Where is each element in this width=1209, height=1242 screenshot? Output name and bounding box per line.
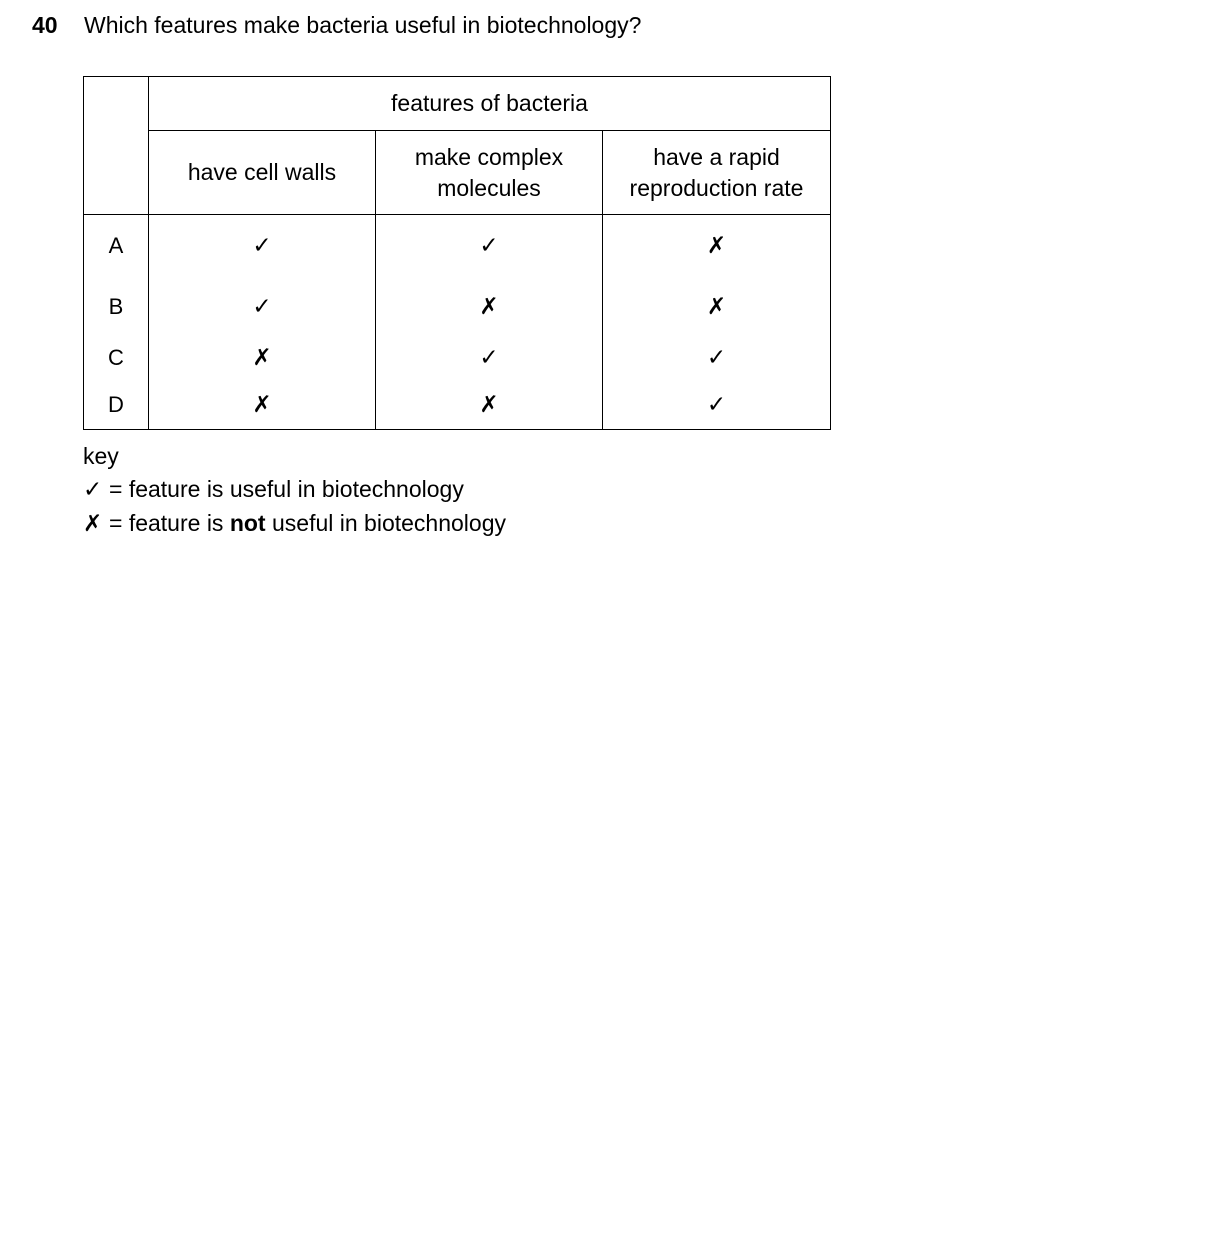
corner-cell bbox=[84, 77, 149, 215]
tick-icon: ✓ bbox=[83, 477, 103, 503]
row-letter: B bbox=[84, 281, 149, 332]
mark-cell: ✓ bbox=[376, 332, 603, 383]
key-cross-line bbox=[83, 507, 506, 541]
mark-cell: ✓ bbox=[376, 215, 603, 282]
column-header-line: have a rapid bbox=[653, 143, 780, 170]
key-title: key bbox=[83, 443, 119, 469]
table-row-b bbox=[84, 281, 831, 332]
key-legend bbox=[83, 440, 506, 541]
column-header-line: make complex bbox=[414, 143, 564, 170]
row-letter: C bbox=[84, 332, 149, 383]
row-letter: A bbox=[84, 215, 149, 282]
mark-cell: ✓ bbox=[149, 215, 376, 282]
key-tick-text: = feature is useful in biotechnology bbox=[109, 476, 464, 502]
mark-cell: ✗ bbox=[149, 383, 376, 430]
column-header-line: reproduction rate bbox=[629, 174, 804, 201]
table-row-d bbox=[84, 383, 831, 430]
column-header-reproduction-rate bbox=[603, 131, 831, 215]
question-text: Which features make bacteria useful in biotechnology? bbox=[84, 12, 642, 38]
key-cross-text-before: = feature is bbox=[109, 510, 224, 536]
mark-cell: ✗ bbox=[603, 215, 831, 282]
mark-cell: ✗ bbox=[149, 332, 376, 383]
key-cross-text-bold: not bbox=[229, 510, 266, 536]
row-letter: D bbox=[84, 383, 149, 430]
group-header: features of bacteria bbox=[149, 77, 831, 131]
mark-cell: ✗ bbox=[376, 383, 603, 430]
column-header-line: have cell walls bbox=[187, 159, 337, 185]
column-header-cell-walls bbox=[149, 131, 376, 215]
mark-cell: ✓ bbox=[603, 383, 831, 430]
question-number: 40 bbox=[32, 12, 58, 38]
table-row-c bbox=[84, 332, 831, 383]
column-header-complex-molecules bbox=[376, 131, 603, 215]
cross-icon: ✗ bbox=[83, 511, 103, 537]
column-header-line: molecules bbox=[437, 174, 541, 201]
key-tick-line bbox=[83, 473, 506, 507]
key-cross-text-after: useful in biotechnology bbox=[271, 510, 506, 536]
mark-cell: ✗ bbox=[603, 281, 831, 332]
table-row-a bbox=[84, 215, 831, 282]
mark-cell: ✓ bbox=[149, 281, 376, 332]
mark-cell: ✗ bbox=[376, 281, 603, 332]
features-table bbox=[83, 76, 831, 430]
mark-cell: ✓ bbox=[603, 332, 831, 383]
